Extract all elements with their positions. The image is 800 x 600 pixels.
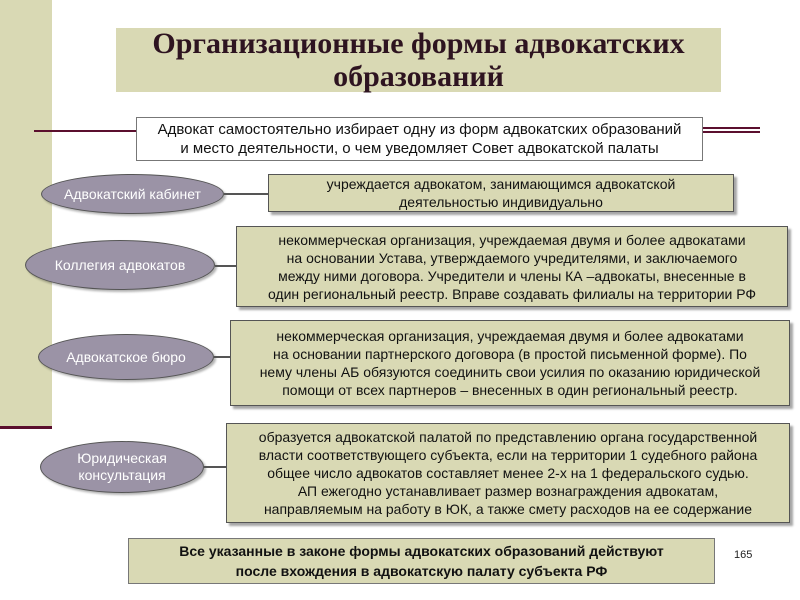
form-oval-collegium (25, 240, 215, 290)
left-rule (34, 130, 136, 132)
connector-line (224, 193, 268, 195)
form-name: Адвокатский кабинет (64, 185, 201, 202)
connector-line (215, 265, 236, 267)
connector-line (204, 466, 226, 468)
form-oval-legal-consultation (40, 441, 204, 493)
form-description-collegium: некоммерческая организация, учреждаемая двумя и более адвокатами на основании Устава, утверждаемого учредителями, и заключаемого между ними договора. Учредители и члены КА –адвокаты, внесенные в один региональный реестр. Вправе создавать филиалы на территории РФ (236, 226, 788, 307)
left-decor-line (0, 426, 52, 429)
form-name: Юридическая консультация (77, 450, 167, 483)
footer-note: Все указанные в законе формы адвокатских образований действуют после вхождения в адвокатскую палату субъекта РФ (128, 538, 715, 584)
form-description-cabinet: учреждается адвокатом, занимающимся адвокатской деятельностью индивидуально (268, 174, 734, 212)
intro-box: Адвокат самостоятельно избирает одну из форм адвокатских образований и место деятельности, о чем уведомляет Совет адвокатской палаты (136, 117, 703, 161)
form-oval-cabinet (41, 174, 224, 214)
form-oval-bureau (38, 334, 214, 380)
form-description-bureau: некоммерческая организация, учреждаемая двумя и более адвокатами на основании партнерского договора (в простой письменной форме). По нему члены АБ обязуются соединить свои усилия по оказанию юридической помощи от всех партнеров – внесенных в один региональный реестр. (230, 320, 790, 406)
right-rule (703, 127, 760, 135)
form-description-legal-consultation: образуется адвокатской палатой по представлению органа государственной власти соответствующего субъекта, если на территории 1 судебного района общее число адвокатов составляет менее 2-х на 1 федеральского судью. АП ежегодно устанавливает размер вознаграждения адвокатам, направляемым на работу в ЮК, а также смету расходов на ее содержание (226, 423, 790, 523)
form-name: Адвокатское бюро (66, 348, 186, 365)
connector-line (214, 356, 230, 358)
page-number: 165 (734, 549, 753, 561)
form-name: Коллегия адвокатов (54, 256, 186, 273)
slide-title: Организационные формы адвокатских образований (116, 28, 721, 92)
